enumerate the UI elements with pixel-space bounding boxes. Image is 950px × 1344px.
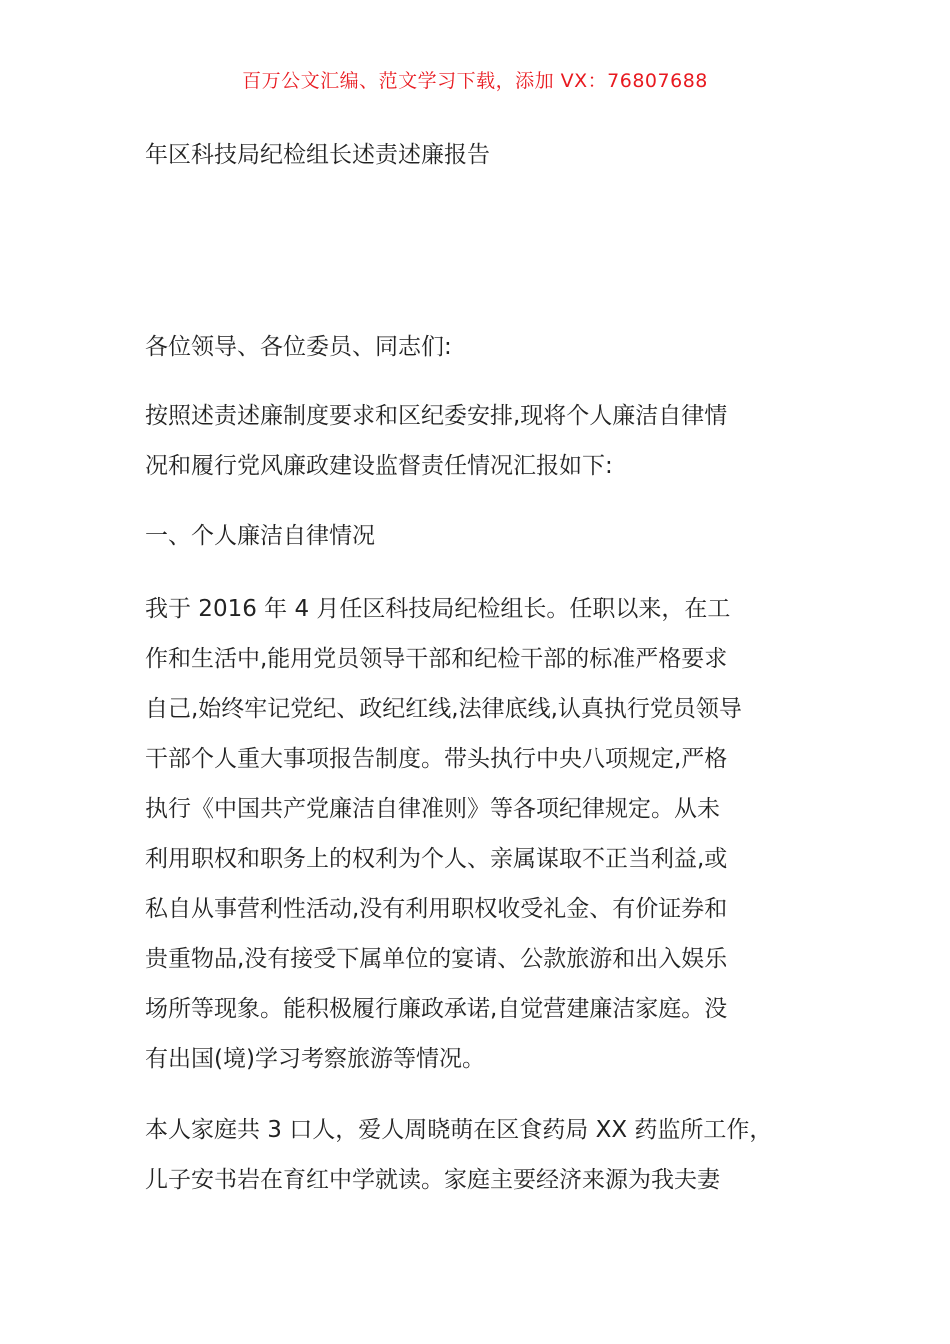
paragraph-line: 私自从事营利性活动,没有利用职权收受礼金、有价证券和 [145,896,728,922]
paragraph-line: 儿子安书岩在育红中学就读。家庭主要经济来源为我夫妻 [145,1167,720,1193]
paragraph-line: 有出国(境)学习考察旅游等情况。 [145,1046,485,1072]
section-heading-text: 一、个人廉洁自律情况 [145,523,375,549]
paragraph-line: 作和生活中,能用党员领导干部和纪检干部的标准严格要求 [145,646,728,672]
salutation-text: 各位领导、各位委员、同志们: [145,334,452,360]
paragraph-line: 况和履行党风廉政建设监督责任情况汇报如下: [145,453,613,479]
paragraph-line: 贵重物品,没有接受下属单位的宴请、公款旅游和出入娱乐 [145,946,728,972]
salutation [145,322,835,372]
paragraph-line: 场所等现象。能积极履行廉政承诺,自觉营建廉洁家庭。没 [145,996,728,1022]
header-banner: 百万公文汇编、范文学习下载，添加 VX：76807688 [242,70,708,92]
paragraph-line: 执行《中国共产党廉洁自律准则》等各项纪律规定。从未 [145,796,720,822]
document-title: 年区科技局纪检组长述责述廉报告 [145,142,490,168]
paragraph-line: 我于 2016 年 4 月任区科技局纪检组长。任职以来，在工 [145,596,731,622]
intro-paragraph [145,391,835,491]
paragraph-line: 自己,始终牢记党纪、政纪红线,法律底线,认真执行党员领导 [145,696,742,722]
paragraph-line: 本人家庭共 3 口人，爱人周晓萌在区食药局 XX 药监所工作， [145,1117,773,1143]
paragraph-line: 按照述责述廉制度要求和区纪委安排,现将个人廉洁自律情 [145,403,728,429]
paragraph-line: 干部个人重大事项报告制度。带头执行中央八项规定,严格 [145,746,728,772]
family-paragraph [145,1105,835,1205]
section-heading [145,511,835,561]
paragraph-line: 利用职权和职务上的权利为个人、亲属谋取不正当利益,或 [145,846,728,872]
section-1-paragraph [145,584,835,1084]
